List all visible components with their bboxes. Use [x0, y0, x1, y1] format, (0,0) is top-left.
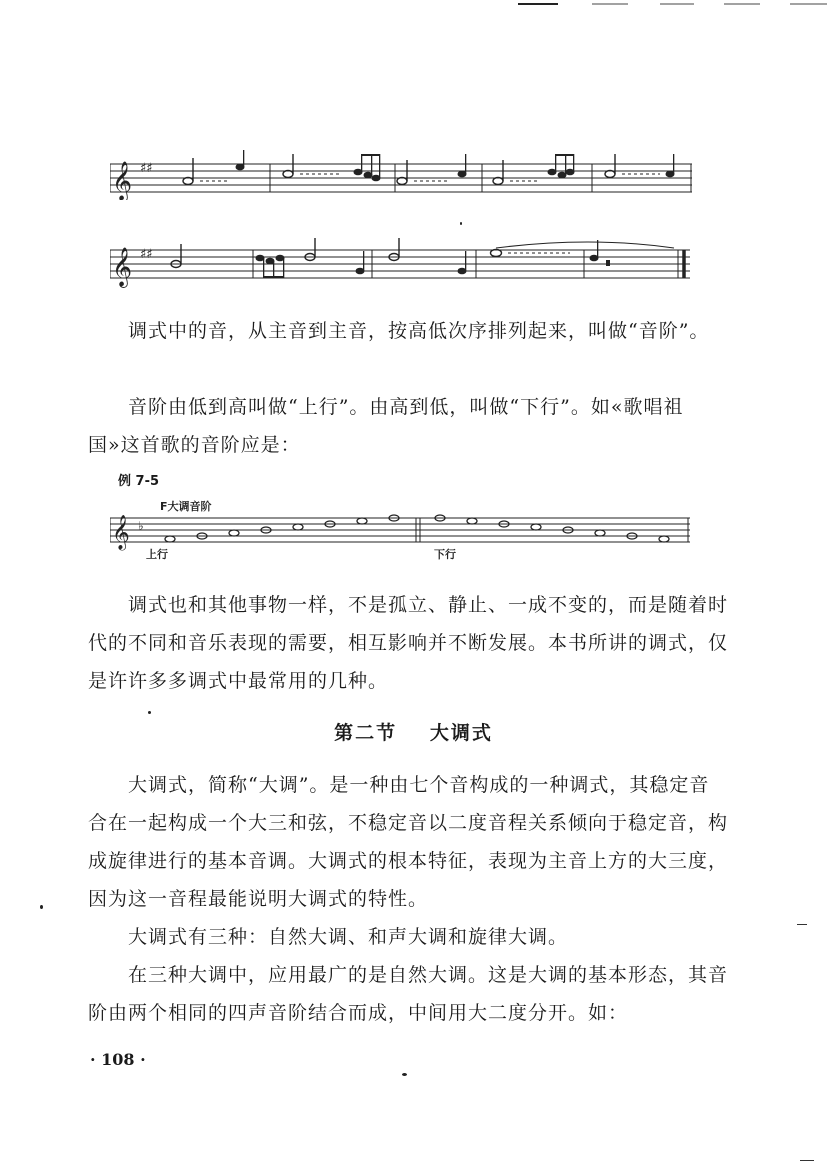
flat-icon: ♭: [138, 519, 144, 533]
paragraph-three-major-modes: 大调式有三种：自然大调、和声大调和旋律大调。: [128, 926, 569, 948]
section-title: 大调式: [429, 722, 493, 744]
paragraph-major-mode-definition: 大调式，简称“大调”。是一种由七个音构成的一种调式，其稳定音合在一起构成一个大三和弦，不稳定音以二度音程关系倾向于稳定音，构成旋律进行的基本音调。大调式的根本特征，表现为主音上方的大三度，因为这一音程最能说明大调式的特性。: [88, 774, 729, 910]
scan-speck: [460, 222, 462, 225]
scale-title: F大调音阶: [160, 500, 212, 513]
treble-clef-icon: 𝄞: [112, 515, 130, 550]
paragraph-ascending-descending: 音阶由低到高叫做“上行”。由高到低，叫做“下行”。如«歌唱祖国»这首歌的音阶应是：: [88, 396, 684, 456]
paragraph-natural-major: 在三种大调中，应用最广的是自然大调。这是大调的基本形态，其音阶由两个相同的四声音阶结合而成，中间用大二度分开。如：: [88, 964, 729, 1024]
margin-mark: [797, 924, 807, 925]
sharp-icon: ♯♯: [140, 247, 153, 262]
f-major-scale-staff: [110, 496, 700, 564]
ascending-label: 上行: [146, 548, 168, 561]
paragraph-scale-definition: 调式中的音，从主音到主音，按高低次序排列起来，叫做“音阶”。: [128, 320, 710, 342]
music-staff-line-2: [110, 236, 710, 288]
scan-speck: [402, 1073, 407, 1076]
scan-speck: [148, 711, 151, 714]
top-edge-marks: [0, 0, 827, 20]
descending-label: 下行: [434, 548, 456, 561]
music-staff-line-1: [110, 150, 710, 200]
treble-clef-icon: 𝄞: [112, 247, 133, 287]
margin-mark: [800, 1160, 814, 1161]
scan-speck: [40, 905, 43, 909]
section-heading: [0, 718, 827, 745]
treble-clef-icon: 𝄞: [112, 161, 133, 200]
section-number: 第二节: [334, 722, 398, 744]
page-number: · 108 ·: [90, 1050, 146, 1069]
example-label: 例 7-5: [118, 474, 160, 489]
paragraph-mode-development: 调式也和其他事物一样，不是孤立、静止、一成不变的，而是随着时代的不同和音乐表现的需要，相互影响并不断发展。本书所讲的调式，仅是许许多多调式中最常用的几种。: [88, 594, 729, 692]
sharp-icon: ♯♯: [140, 161, 153, 176]
